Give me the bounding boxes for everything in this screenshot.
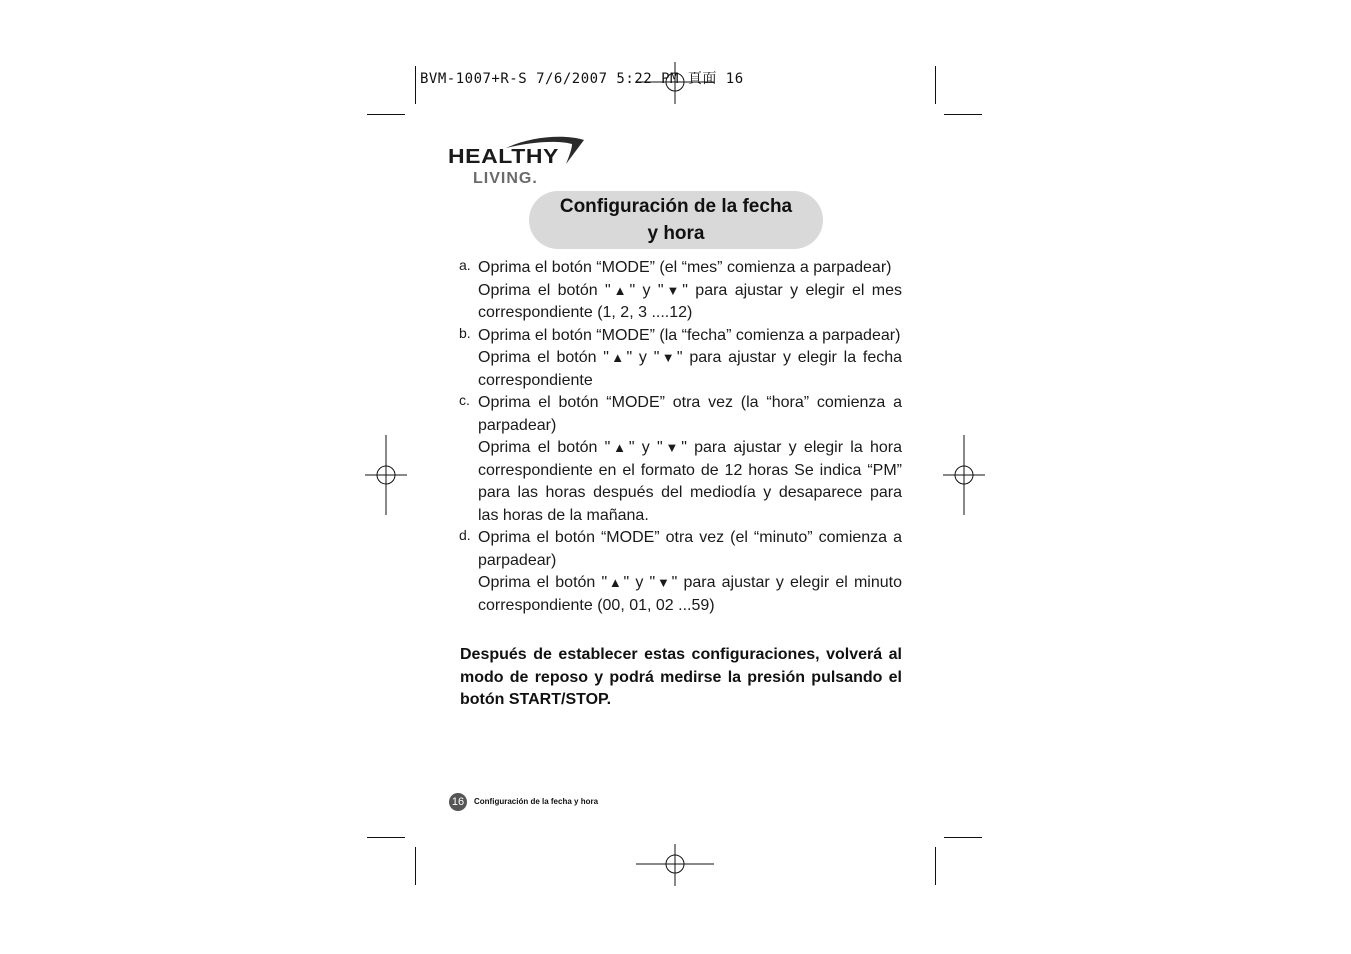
up-arrow-icon: ▲ <box>608 350 627 365</box>
closing-paragraph: Después de establecer estas configuraciones, volverá al modo de reposo y podrá medirse la presión pulsando el botón START/STOP. <box>460 646 902 708</box>
footer-section-title: Configuración de la fecha y hora <box>474 797 599 806</box>
down-arrow-icon: ▼ <box>662 440 682 455</box>
section-title <box>529 191 823 249</box>
page-number-badge: 16 <box>449 793 467 811</box>
healthy-living-logo <box>446 134 588 190</box>
list-item <box>456 257 902 325</box>
step-line: Oprima el botón “MODE” otra vez (el “minuto” comienza a parpadear) <box>478 529 902 569</box>
step-marker: b. <box>459 324 471 341</box>
crop-mark-top-right-vertical <box>935 66 936 104</box>
up-arrow-icon: ▲ <box>607 575 624 590</box>
crop-mark-top-left-vertical <box>415 66 416 104</box>
step-instruction: Oprima el botón "▲" y "▼" para ajustar y elegir el mes correspondiente (1, 2, 3 ....12) <box>478 281 903 321</box>
crop-mark-top-left-horizontal <box>367 114 405 115</box>
step-instruction: Oprima el botón "▲" y "▼" para ajustar y elegir el minuto correspondiente (00, 01, 02 ...59) <box>478 574 902 614</box>
logo-text-healthy: HEALTHY <box>448 146 559 168</box>
list-item <box>456 392 902 527</box>
steps-list <box>456 257 902 617</box>
step-marker: d. <box>459 527 471 543</box>
crop-mark-top-right-horizontal <box>944 114 982 115</box>
list-item <box>456 325 902 393</box>
registration-mark-right-icon <box>943 435 985 515</box>
down-arrow-icon: ▼ <box>663 282 683 298</box>
section-title-line2: y hora <box>647 223 705 244</box>
up-arrow-icon: ▲ <box>610 440 629 455</box>
step-line: Oprima el botón “MODE” (el “mes” comienza a parpadear) <box>478 259 892 276</box>
step-instruction: Oprima el botón "▲" y "▼" para ajustar y elegir la hora correspondiente en el formato de 12 horas Se indica “PM” para las horas después del mediodía y desaparece para las horas de la mañana. <box>478 439 903 524</box>
step-line: Oprima el botón “MODE” otra vez (la “hora” comienza a parpadear) <box>478 394 902 434</box>
section-title-line1: Configuración de la fecha <box>559 196 793 217</box>
crop-mark-bottom-left-horizontal <box>367 837 405 838</box>
step-marker: c. <box>459 392 470 408</box>
logo-text-living: LIVING. <box>473 170 538 187</box>
step-marker: a. <box>459 257 471 273</box>
down-arrow-icon: ▼ <box>659 350 677 365</box>
registration-mark-bottom-icon <box>636 844 714 886</box>
crop-mark-bottom-right-horizontal <box>944 837 982 838</box>
crop-mark-bottom-right-vertical <box>935 847 936 885</box>
registration-mark-left-icon <box>365 435 407 515</box>
step-instruction: Oprima el botón "▲" y "▼" para ajustar y elegir la fecha correspondiente <box>478 349 903 389</box>
up-arrow-icon: ▲ <box>610 282 630 298</box>
step-line: Oprima el botón “MODE” (la “fecha” comienza a parpadear) <box>478 326 901 344</box>
list-item <box>456 527 902 617</box>
down-arrow-icon: ▼ <box>655 575 672 590</box>
crop-mark-bottom-left-vertical <box>415 847 416 885</box>
print-slug: BVM-1007+R-S 7/6/2007 5:22 PM 頁面 16 <box>420 71 744 87</box>
